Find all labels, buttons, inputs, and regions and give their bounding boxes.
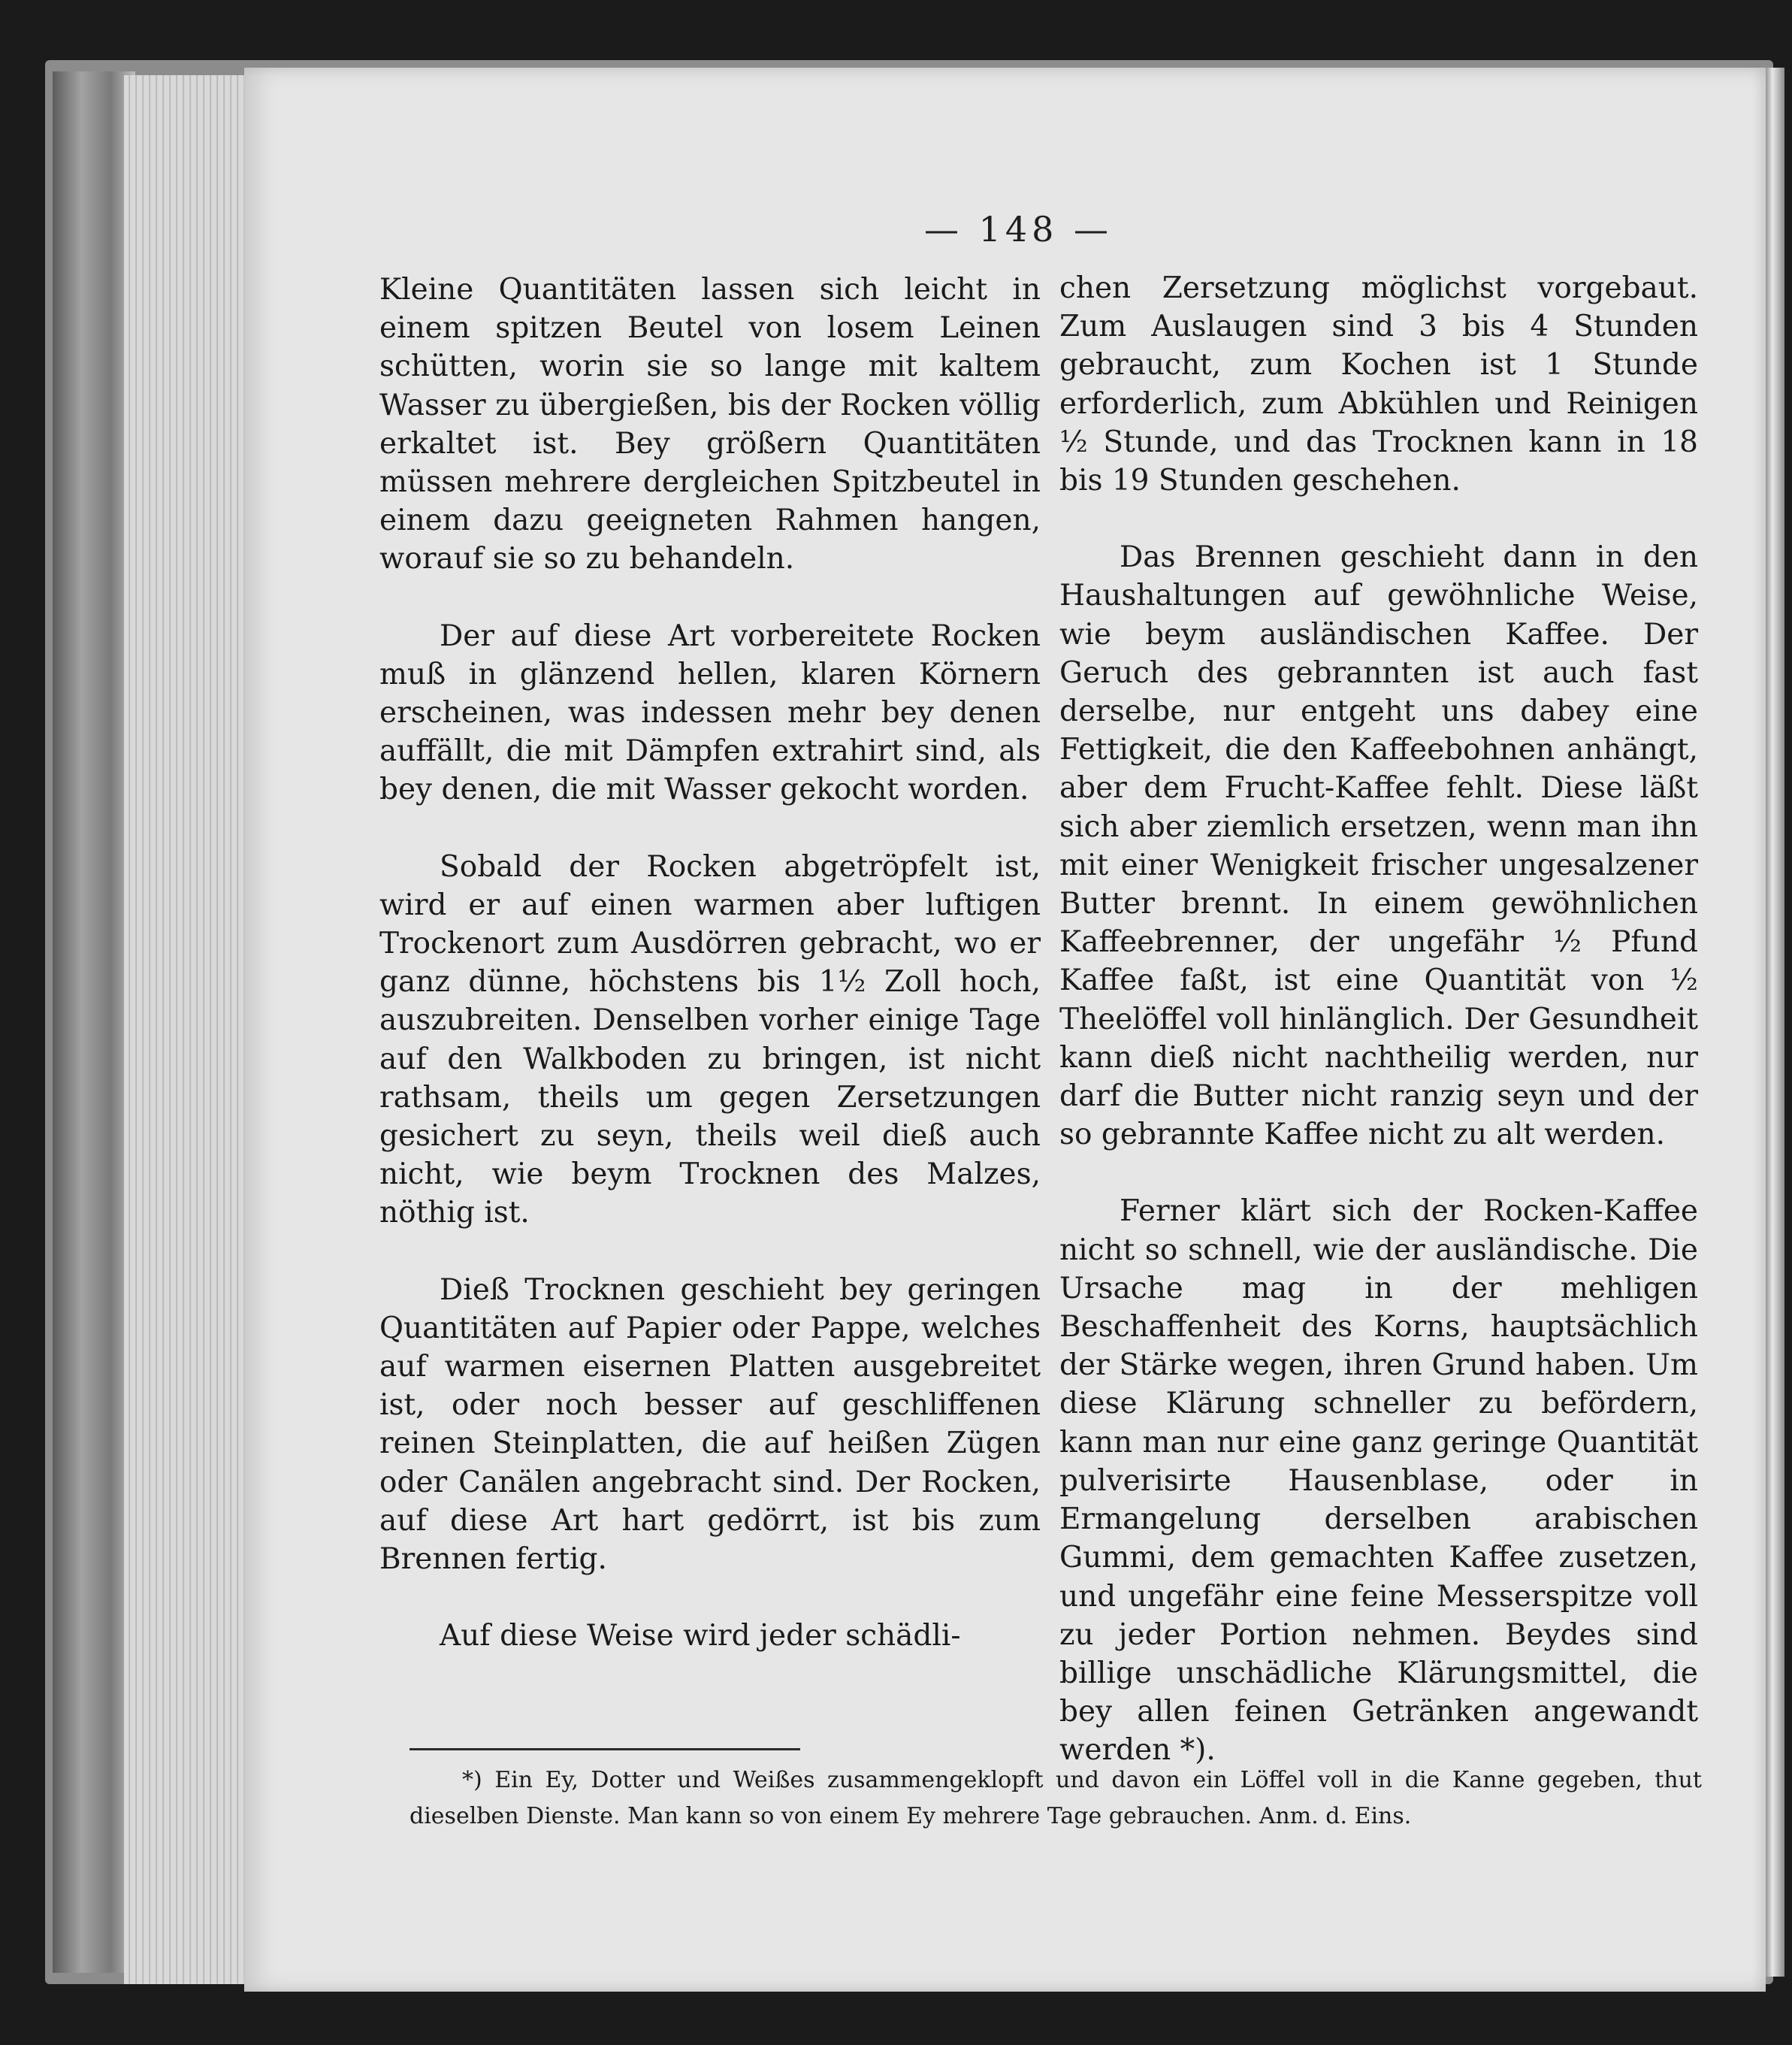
right-paragraph-3: Ferner klärt sich der Rocken-Kaffee nicht so schnell, wie der ausländische. Die Ursache mag in der mehligen Beschaffenheit des Korns, hauptsächlich der Stärke wegen, ihren Grund haben. Um diese Klärung schneller zu befördern, kann man nur eine ganz geringe Quantität pulverisirte Hausenblase, oder in Ermangelung derselben arabischen Gummi, dem gemachten Kaffee zusetzen, und ungefähr eine feine Messerspitze voll zu jeder Portion nehmen. Beydes sind billige unschädliche Klärungsmittel, die bey allen feinen Getränken angewandt werden *). <box>1059 1194 1698 1768</box>
right-paragraph-1: chen Zersetzung möglichst vorgebaut. Zum Auslaugen sind 3 bis 4 Stunden gebraucht, zum Kochen ist 1 Stunde erforderlich, zum Abkühlen und Reinigen ½ Stunde, und das Trocknen kann in 18 bis 19 Stunden geschehen. <box>1059 271 1698 498</box>
footnote-divider <box>409 1748 800 1750</box>
footnote: *) Ein Ey, Dotter und Weißes zusammengeklopft und davon ein Löffel voll in die Kanne gegeben, thut dieselben Dienste. Man kann so von einem Ey mehrere Tage gebrauchen. Anm. d. Eins. <box>409 1767 1702 1829</box>
cover-spine-edge <box>53 71 135 1973</box>
left-paragraph-2: Der auf diese Art vorbereitete Rocken muß in glänzend hellen, klaren Körnern erscheinen, was indessen mehr bey denen auffällt, die mit Dämpfen extrahirt sind, als bey denen, die mit Wasser gekocht worden. <box>379 619 1041 807</box>
right-text-column <box>1059 269 1698 1808</box>
page-stack-edges <box>124 75 259 1984</box>
page-number: — 148 — <box>924 209 1114 250</box>
right-paragraph-2: Das Brennen geschieht dann in den Haushaltungen auf gewöhnliche Weise, wie beym ausländischen Kaffee. Der Geruch des gebrannten ist auch fast derselbe, nur entgeht uns dabey eine Fettigkeit, die den Kaffeebohnen anhängt, aber dem Frucht-Kaffee fehlt. Diese läßt sich aber ziemlich ersetzen, wenn man ihn mit einer Wenigkeit frischer ungesalzener Butter brennt. In einem gewöhnlichen Kaffeebrenner, der ungefähr ½ Pfund Kaffee faßt, ist eine Quantität von ½ Theelöffel voll hinlänglich. Der Gesundheit kann dieß nicht nachtheilig werden, nur darf die Butter nicht ranzig seyn und der so gebrannte Kaffee nicht zu alt werden. <box>1059 540 1698 1152</box>
left-paragraph-4: Dieß Trocknen geschieht bey geringen Quantitäten auf Papier oder Pappe, welches auf warmen eisernen Platten ausgebreitet ist, oder noch besser auf geschliffenen reinen Steinplatten, die auf heißen Zügen oder Canälen angebracht sind. Der Rocken, auf diese Art hart gedörrt, ist bis zum Brennen fertig. <box>379 1272 1041 1577</box>
left-paragraph-3: Sobald der Rocken abgetröpfelt ist, wird er auf einen warmen aber luftigen Trockenort zum Ausdörren gebracht, wo er ganz dünne, höchstens bis 1½ Zoll hoch, auszubreiten. Denselben vorher einige Tage auf den Walkboden zu bringen, ist nicht rathsam, theils um gegen Zersetzungen gesichert zu seyn, theils weil dieß auch nicht, wie beym Trocknen des Malzes, nöthig ist. <box>379 849 1041 1230</box>
left-paragraph-1: Kleine Quantitäten lassen sich leicht in einem spitzen Beutel von losem Leinen schütten, worin sie so lange mit kaltem Wasser zu übergießen, bis der Rocken völlig erkaltet ist. Bey größern Quantitäten müssen mehrere dergleichen Spitzbeutel in einem dazu geeigneten Rahmen hangen, worauf sie so zu behandeln. <box>379 273 1041 576</box>
left-text-column <box>379 271 1041 1656</box>
left-paragraph-5: Auf diese Weise wird jeder schädli- <box>440 1619 961 1653</box>
